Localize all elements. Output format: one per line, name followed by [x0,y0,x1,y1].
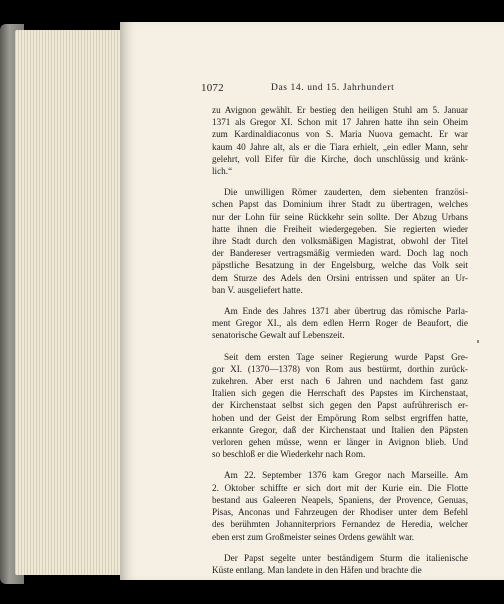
text-line: erkannte Gregor, daß der Kirchenstaat und Italien den Päpsten [212,424,468,435]
text-line: gelehrt, voll Eifer für die Kirche, doch unschlüssig und kränk- [212,153,468,164]
text-line: ment Gregor XI., als dem edlen Herrn Roger de Beaufort, die [212,318,468,329]
page-number: 1072 [201,82,224,94]
text-line: Am Ende des Jahres 1371 aber übertrug das römische Parla- [224,306,468,317]
text-line: der Bandereser vertragsmäßig vermieden ward. Doch lag noch [212,248,468,259]
text-line: senatorische Gewalt auf Lebenszeit. [212,330,345,341]
book-page [120,22,504,580]
text-line: gor XI. (1370—1378) von Rom aus bestürmt, dorthin zurück- [212,363,468,374]
running-head-title: Das 14. und 15. Jahrhundert [271,83,395,93]
text-line: zum Kardinaldiaconus von S. Maria Nuova gemacht. Er war [212,129,468,140]
text-line: Italien sich gegen die Herrschaft des Papstes im Kirchenstaat, [212,388,468,399]
text-line: bestand aus Galeeren Neapels, Spaniens, der Provence, Genuas, [212,494,468,505]
paragraph [200,104,468,177]
text-line: des berühmten Johanniterpriors Fernandez de Heredia, welcher [212,519,468,530]
text-line: Die unwilligen Römer zauderten, dem siebenten französi- [224,187,468,198]
text-line: verloren gehen müsse, wenn er länger in Avignon blieb. Und [212,437,468,448]
paragraph [200,552,468,576]
text-line: hatte ihnen die Freiheit wiedergegeben. Sie regierten wieder [212,223,468,234]
text-line: ban V. ausgeliefert hatte. [212,284,303,295]
paragraph [200,351,468,461]
body-text [200,104,468,585]
margin-mark [477,340,479,343]
page-edges [15,30,123,575]
text-line: Pisas, Anconas und Fahrzeugen der Rhodiser unter dem Befehl [212,507,468,518]
text-line: hoben und der Geist der Empörung Rom selbst ergriffen hatte, [212,412,468,423]
text-line: kaum 40 Jahre alt, als er die Tiara erhielt, „ein edler Mann, sehr [212,141,468,152]
text-line: 2. Oktober schiffte er sich dort mit der Kurie ein. Die Flotte [212,482,468,493]
text-line: Seit dem ersten Tage seiner Regierung wurde Papst Gre- [224,351,468,362]
text-line: so beschloß er die Wiederkehr nach Rom. [212,449,366,460]
text-line: Der Papst segelte unter beständigem Sturm die italienische [224,552,468,563]
text-line: der Kirchenstaat selbst sich gegen den Papst aufrührerisch er- [212,400,468,411]
paragraph [200,469,468,542]
text-line: nur der Lohn für seine Rückkehr sein sollte. Der Abzug Urbans [212,211,468,222]
text-line: dem Sturze des Adels den Orsini entrissen und später an Ur- [212,272,468,283]
text-line: zukehren. Aber erst nach 6 Jahren und nachdem fast ganz [212,376,468,387]
text-line: Küste entlang. Man landete in den Häfen und brachte die [212,564,422,575]
text-line: zu Avignon gewählt. Er bestieg den heiligen Stuhl am 5. Januar [212,105,468,115]
text-line: ihre Stadt durch den volksmäßigen Magistrat, obwohl der Titel [212,236,468,247]
text-line: Am 22. September 1376 kam Gregor nach Marseille. Am [224,470,468,481]
paragraph [200,305,468,342]
text-line: lich.“ [212,166,233,177]
text-line: schen Papst das Dominium ihrer Stadt zu übertragen, welches [212,199,468,210]
text-line: 1371 als Gregor XI. Schon mit 17 Jahren hatte ihn sein Oheim [212,117,468,128]
text-line: eben erst zum Großmeister seines Ordens gewählt war. [212,531,415,542]
text-line: päpstliche Besatzung in der Engelsburg, welche das Volk seit [212,260,468,271]
paragraph [200,186,468,296]
